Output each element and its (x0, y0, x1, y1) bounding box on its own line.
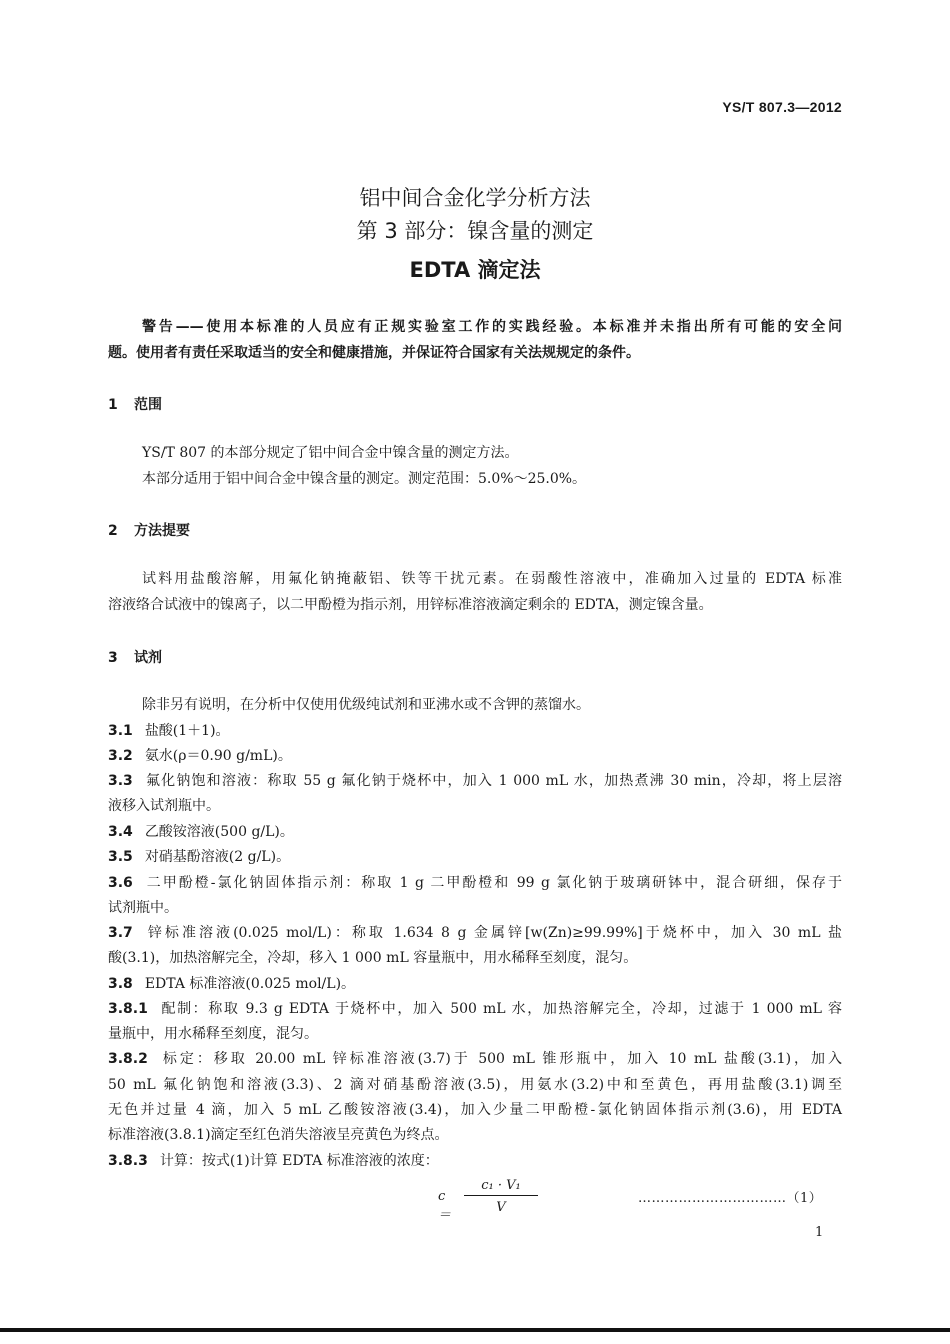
clause-3-8-3 (108, 1151, 439, 1171)
clause-3-8 (108, 974, 355, 994)
section-title: 范围 (134, 397, 162, 413)
clause-text: 锌标准溶液(0.025 mol/L)：称取 1.634 8 g 金属锌[w(Zn)≥99.99%]于烧杯中，加入 30 mL 盐 (144, 925, 842, 941)
clause-number: 3.8.1 (108, 1001, 148, 1017)
clause-3-8-2 (108, 1049, 842, 1069)
clause-text: 二甲酚橙-氯化钠固体指示剂：称取 1 g 二甲酚橙和 99 g 氯化钠于玻璃研钵中，混合研细，保存于 (144, 875, 842, 891)
clause-text: 乙酸铵溶液(500 g/L)。 (144, 824, 294, 840)
paragraph: YS/T 807 的本部分规定了铝中间合金中镍含量的测定方法。 (142, 445, 519, 461)
clause-3-6 (108, 873, 842, 893)
clause-text: 氨水(ρ＝0.90 g/mL)。 (144, 748, 292, 764)
clause-text: 配制：称取 9.3 g EDTA 于烧杯中，加入 500 mL 水，加热溶解完全，冷却，过滤于 1 000 mL 容 (159, 1001, 842, 1017)
paragraph-line: 溶液络合试液中的镍离子，以二甲酚橙为指示剂，用锌标准溶液滴定剩余的 EDTA，测定镍含量。 (108, 597, 713, 613)
clause-number: 3.2 (108, 748, 133, 764)
title-line-1: 铝中间合金化学分析方法 (359, 186, 591, 210)
equation-number: ……………………………（1） (638, 1191, 823, 1206)
clause-3-4 (108, 822, 294, 842)
clause-text: EDTA 标准溶液(0.025 mol/L)。 (144, 976, 356, 992)
clause-continuation: 液移入试剂瓶中。 (108, 798, 220, 814)
section-number: 1 (108, 397, 118, 413)
formula-lhs: c＝ (438, 1189, 452, 1223)
clause-continuation: 量瓶中，用水稀释至刻度，混匀。 (108, 1026, 318, 1042)
clause-continuation: 50 mL 氟化钠饱和溶液(3.3)、2 滴对硝基酚溶液(3.5)，用氨水(3.2)中和至黄色，再用盐酸(3.1)调至 (108, 1077, 842, 1093)
clause-number: 3.1 (108, 723, 133, 739)
section-1-heading (108, 394, 162, 414)
section-3-heading (108, 647, 162, 667)
clause-number: 3.3 (108, 773, 133, 789)
section-title: 方法提要 (134, 523, 190, 539)
clause-number: 3.8.3 (108, 1153, 148, 1169)
section-number: 2 (108, 523, 118, 539)
paragraph: 本部分适用于铝中间合金中镍含量的测定。测定范围：5.0%～25.0%。 (142, 471, 587, 487)
paragraph-line: 试料用盐酸溶解，用氟化钠掩蔽铝、铁等干扰元素。在弱酸性溶液中，准确加入过量的 EDTA 标准 (142, 571, 842, 587)
clause-3-3 (108, 771, 842, 791)
clause-text: 对硝基酚溶液(2 g/L)。 (144, 849, 291, 865)
section-title: 试剂 (134, 650, 162, 666)
title-line-3: EDTA 滴定法 (409, 258, 541, 282)
clause-3-5 (108, 847, 290, 867)
bottom-rule (0, 1328, 950, 1332)
clause-text: 氟化钠饱和溶液：称取 55 g 氟化钠于烧杯中，加入 1 000 mL 水，加热煮沸 30 min，冷却，将上层溶 (144, 773, 842, 789)
clause-number: 3.5 (108, 849, 133, 865)
warning-line-2: 题。使用者有责任采取适当的安全和健康措施，并保证符合国家有关法规规定的条件。 (108, 345, 640, 361)
clause-continuation: 无色并过量 4 滴，加入 5 mL 乙酸铵溶液(3.4)，加入少量二甲酚橙-氯化钠固体指示剂(3.6)，用 EDTA (108, 1102, 842, 1118)
formula-numerator: c₁ · V₁ (464, 1178, 538, 1196)
clause-3-7 (108, 923, 842, 943)
clause-text: 标定：移取 20.00 mL 锌标准溶液(3.7)于 500 mL 锥形瓶中，加入 10 mL 盐酸(3.1)，加入 (159, 1051, 842, 1067)
clause-continuation: 标准溶液(3.8.1)滴定至红色消失溶液呈亮黄色为终点。 (108, 1127, 449, 1143)
clause-text: 计算：按式(1)计算 EDTA 标准溶液的浓度： (159, 1153, 439, 1169)
clause-3-8-1 (108, 999, 842, 1019)
clause-number: 3.8 (108, 976, 133, 992)
clause-continuation: 试剂瓶中。 (108, 900, 178, 916)
page-number: 1 (815, 1225, 824, 1240)
clause-3-2 (108, 746, 292, 766)
clause-number: 3.8.2 (108, 1051, 148, 1067)
clause-number: 3.4 (108, 824, 133, 840)
section-2-heading (108, 520, 190, 540)
formula-denominator: V (496, 1200, 506, 1215)
warning-line-1: 警告——使用本标准的人员应有正规实验室工作的实践经验。本标准并未指出所有可能的安全问 (142, 319, 842, 335)
clause-number: 3.6 (108, 875, 133, 891)
clause-number: 3.7 (108, 925, 133, 941)
section-number: 3 (108, 650, 118, 666)
clause-3-1 (108, 721, 230, 741)
standard-code: YS/T 807.3—2012 (722, 99, 842, 115)
clause-continuation: 酸(3.1)，加热溶解完全，冷却，移入 1 000 mL 容量瓶中，用水稀释至刻度，混匀。 (108, 950, 638, 966)
title-line-2: 第 3 部分：镍含量的测定 (356, 219, 594, 243)
paragraph: 除非另有说明，在分析中仅使用优级纯试剂和亚沸水或不含钾的蒸馏水。 (142, 697, 590, 713)
clause-text: 盐酸(1＋1)。 (144, 723, 230, 739)
